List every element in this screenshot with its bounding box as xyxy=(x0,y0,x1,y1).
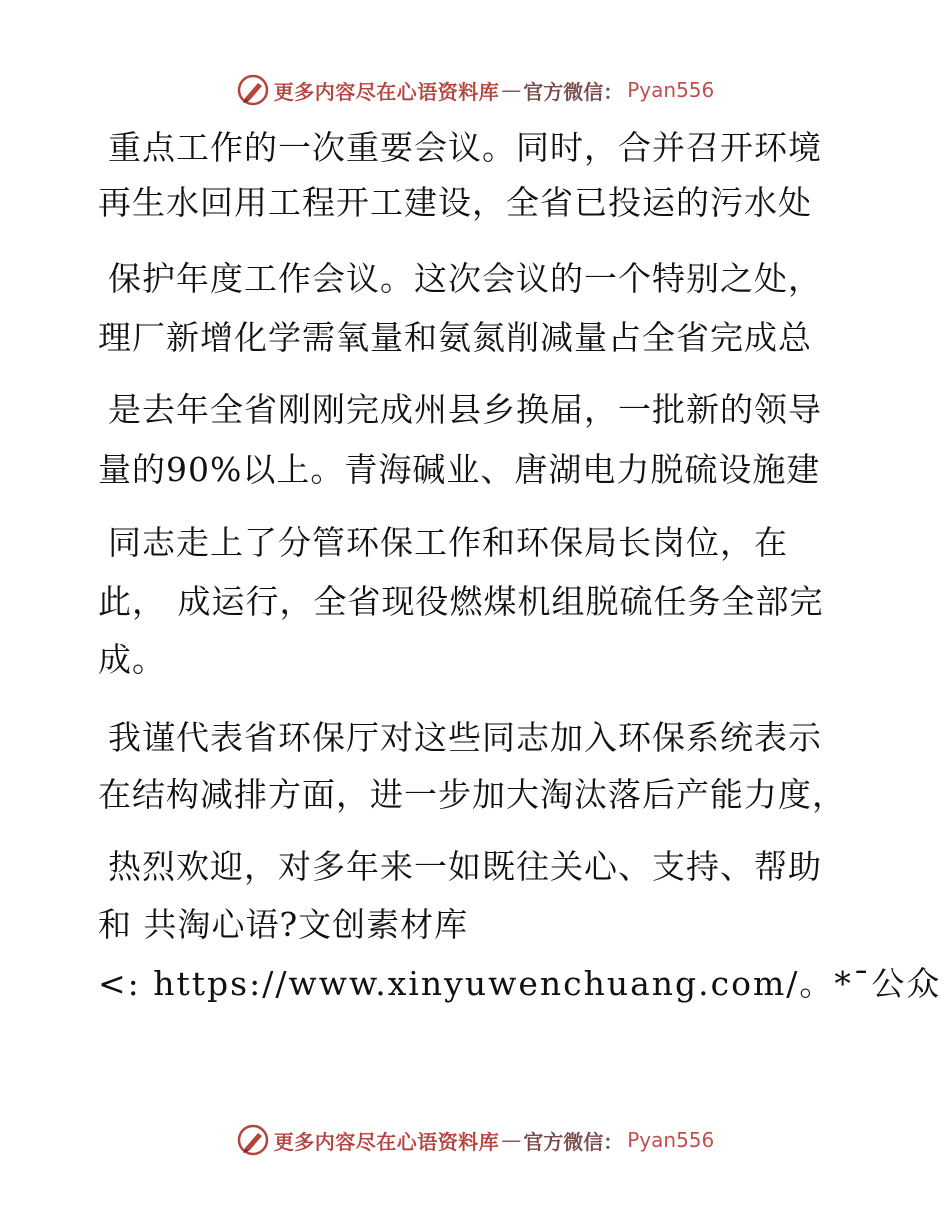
footer-wechat-id: Pyan556 xyxy=(627,1128,715,1152)
footer-banner xyxy=(0,1120,950,1160)
pen-logo-icon xyxy=(236,1123,270,1157)
body-line: 是去年全省刚刚完成州县乡换届，一批新的领导 xyxy=(108,390,822,429)
header-banner xyxy=(0,70,950,110)
body-line: 保护年度工作会议。这次会议的一个特别之处， xyxy=(108,259,822,298)
body-line: 热烈欢迎，对多年来一如既往关心、支持、帮助 xyxy=(108,847,822,886)
footer-wechat-label: 官方微信： xyxy=(523,1129,624,1154)
body-line: 同志走上了分管环保工作和环保局长岗位，在 xyxy=(108,523,788,562)
body-line-url: <: https://www.xinyuwenchuang.com/。*¯公众 xyxy=(98,964,942,1003)
body-line: 理厂新增化学需氧量和氨氮削减量占全省完成总 xyxy=(98,318,812,357)
body-line: 我谨代表省环保厅对这些同志加入环保系统表示 xyxy=(108,718,822,757)
body-line: 和 共淘心语?文创素材库 xyxy=(98,905,469,944)
pen-logo-icon xyxy=(236,73,270,107)
body-line: 此， 成运行，全省现役燃煤机组脱硫任务全部完 xyxy=(98,582,824,621)
header-banner-dash: — xyxy=(501,78,522,102)
body-line: 在结构减排方面，进一步加大淘汰落后产能力度， xyxy=(98,775,846,814)
footer-banner-dash: — xyxy=(501,1128,522,1152)
header-banner-text: 更多内容尽在心语资料库 xyxy=(273,79,500,104)
body-line: 量的90%以上。青海碱业、唐湖电力脱硫设施建 xyxy=(98,450,821,489)
footer-banner-text: 更多内容尽在心语资料库 xyxy=(273,1129,500,1154)
body-line: 成。 xyxy=(98,640,166,679)
header-wechat-label: 官方微信： xyxy=(523,79,624,104)
header-wechat-id: Pyan556 xyxy=(627,78,715,102)
body-line: 再生水回用工程开工建设，全省已投运的污水处 xyxy=(98,183,812,222)
body-line: 重点工作的一次重要会议。同时，合并召开环境 xyxy=(108,128,822,167)
